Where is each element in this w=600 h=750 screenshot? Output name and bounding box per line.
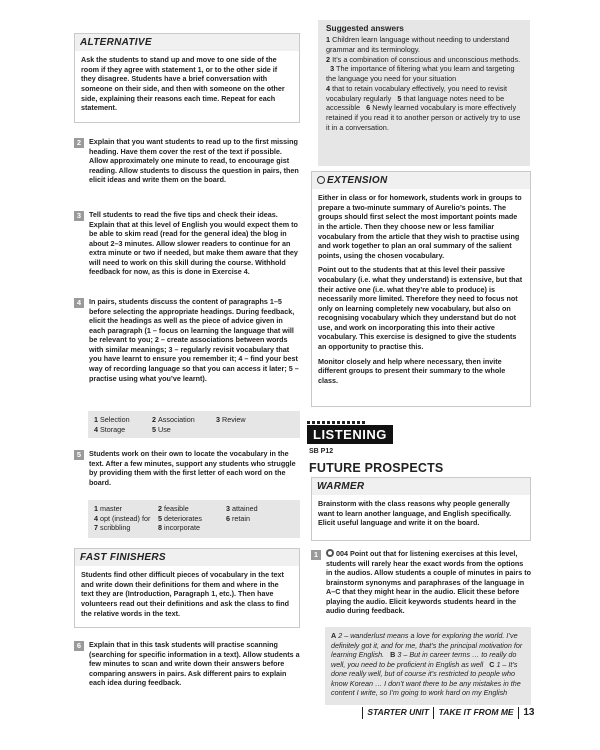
step-text: Students work on their own to locate the vocabulary in the text. After a few minutes, support any students who struggle by providing them with the first letter of each word on the board.	[89, 449, 296, 487]
step-number: 5	[74, 450, 84, 460]
alternative-text: Ask the students to stand up and move to one side of the room if they agree with statement 1, or to the other side if they disagree. Students have a brief conversation with someone on their side, and then with someone on the other side, explaining their reasons each time. Repeat for each statement.	[81, 55, 285, 113]
step-number: 3	[74, 211, 84, 221]
listening-step-1	[311, 549, 531, 616]
step-4	[74, 297, 300, 383]
banner-decoration	[307, 421, 367, 424]
warmer-box	[311, 477, 531, 541]
extension-paragraph-3: Monitor closely and help where necessary, then invite different groups to present their summary to the whole class.	[318, 356, 506, 385]
step-3	[74, 210, 300, 277]
listening-answers: A 2 – wanderlust means a love for exploring the world. I’ve definitely got it, and for me, that’s the principal motivation for learning English. B 3 – But in career terms … to really do well, you need to be proficient in English as well C 1 – It’s done really well, but of course it’s restricted to people who know Korean … I don’t want there to be any mistakes in the content I write, so I’m going to work hard on my English	[325, 627, 531, 705]
step-text: Explain that you want students to read up to the first missing heading. Have them cover the rest of the text if possible. Allow approximately one minute to read, to encourage gist reading. Allow students to discuss the question in pairs, then elicit ideas and write them on the board.	[89, 137, 299, 185]
page-number: 13	[523, 707, 535, 718]
suggested-answers	[318, 20, 530, 166]
step-4-answers: 1 Selection 2 Association 3 Review 4 Storage 5 Use	[88, 411, 300, 438]
fast-finishers-heading: FAST FINISHERS	[75, 549, 299, 566]
extension-paragraph-1: Either in class or for homework, students work in groups to prepare a two-minute summary of Aurelio’s points. The groups should first select the most important points made in the article. Then they choose new or less familiar vocabulary from the article that they wish to practise using and work together to plan an oral summary of the salient points, using the chosen vocabulary.	[318, 193, 522, 260]
suggested-answers-body: 1 Children learn language without needing to understand grammar and its terminology. 2 It’s a combination of conscious and unconscious methods. 3 The importance of filtering what you learn and targeting the language you need for your situation 4 that to retain vocabulary effectively, you need to revisit vocabulary regularly 5 that language notes need to be accessible 6 Newly learned vocabulary is more effectively retained if you read it to another person or actively try to use it in a conversation.	[326, 35, 521, 132]
footer-title: TAKE IT FROM ME	[438, 707, 514, 717]
audio-track-icon	[326, 549, 334, 557]
step-text: In pairs, students discuss the content of paragraphs 1–5 before selecting the appropriate headings. During feedback, elicit the headings as well as the piece of advice given in each paragraph (1 – focus on learning the language that will be relevant to you; 2 – create associations between words with similar meanings; 3 – regularly revisit vocabulary that you have learnt to ensure you remember it; 4 – find your best way of recording language so that you can access it later; 5 – practise using what you’ve learnt).	[89, 297, 299, 383]
alternative-box	[74, 33, 300, 123]
warmer-heading: WARMER	[312, 478, 530, 495]
warmer-text: Brainstorm with the class reasons why people generally want to learn another language, and English specifically. Elicit useful language and write it on the board.	[318, 499, 512, 528]
footer-divider	[518, 707, 519, 719]
step-text: Point out that for listening exercises at this level, students will rarely hear the exact words from the options in the audios. Allow students a couple of minutes in pairs to brainstorm synonyms and paraphrases of the language in A–C that they might hear in the audio. Elicit these before playing the audio. Elicit keywords students heard in the audio during feedback.	[326, 549, 531, 616]
listening-banner	[307, 425, 393, 444]
listening-label: LISTENING	[307, 425, 393, 444]
step-number: 6	[74, 641, 84, 651]
student-book-reference: SB P12	[309, 448, 334, 455]
step-5	[74, 449, 300, 487]
step-5-answers: 1 master 2 feasible 3 attained 4 opt (instead) for 5 deteriorates 6 retain 7 scribbling 8 incorporate	[88, 500, 300, 538]
extension-icon	[317, 176, 325, 184]
track-number: 004	[336, 549, 348, 558]
step-6	[74, 640, 300, 688]
step-number: 4	[74, 298, 84, 308]
step-2	[74, 137, 300, 185]
step-text: Tell students to read the five tips and check their ideas. Explain that at this level of English you would expect them to be able to skim read (read for the general idea) the blog in about 2–3 minutes. Allow slower readers to continue for an extra minute or two if needed, but make them aware that they will need to work on this skill during the course. Withhold feedback for now, as this is done in Exercise 4.	[89, 210, 298, 277]
footer-divider	[362, 707, 363, 719]
suggested-answers-title: Suggested answers	[326, 23, 404, 33]
section-title: FUTURE PROSPECTS	[309, 461, 444, 475]
fast-finishers-text: Students find other difficult pieces of vocabulary in the text and write down their definitions for them and where in the text they are (Introduction, Paragraph 1, etc.). Then have volunteers read out their definitions and ask the class to find the relative words in the text.	[81, 570, 290, 618]
footer-unit: STARTER UNIT	[367, 707, 429, 717]
step-text: Explain that in this task students will practise scanning (searching for specific information in a text). Allow students a few minutes to scan and write down their answers before comparing answers in pairs. Ask different pairs to explain each idea during feedback.	[89, 640, 300, 688]
footer-divider	[433, 707, 434, 719]
extension-box	[311, 171, 531, 407]
step-number: 1	[311, 550, 321, 560]
extension-paragraph-2: Point out to the students that at this level their passive vocabulary (i.e. what they understand) is extensive, but that their active one (i.e. what they’re able to produce) is necessarily more limited. Therefore they need to focus not only on learning completely new vocabulary, but also on recognising vocabulary which they understand but do not use, and work on incorporating this into their active vocabulary. This exercise is designed to give the students an opportunity to practise this.	[318, 265, 523, 351]
alternative-heading: ALTERNATIVE	[75, 34, 299, 51]
step-number: 2	[74, 138, 84, 148]
fast-finishers-box	[74, 548, 300, 628]
extension-heading: EXTENSION	[312, 172, 530, 189]
page-footer	[360, 706, 534, 720]
